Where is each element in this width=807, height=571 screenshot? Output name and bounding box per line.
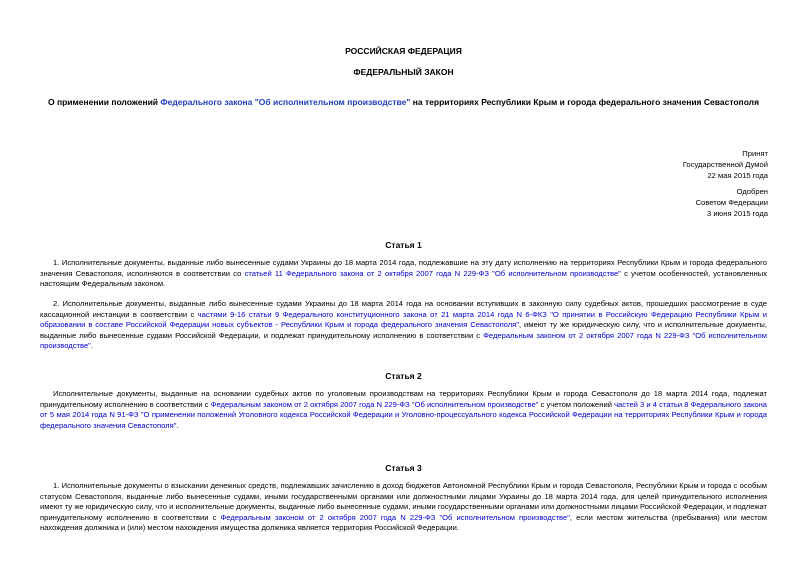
article-3-heading: Статья 3 <box>385 463 422 473</box>
title-prefix: О применении положений <box>47 97 161 107</box>
article-1-heading: Статья 1 <box>385 240 422 250</box>
adopted-date: 22 мая 2015 года <box>707 171 768 180</box>
paragraph-text: . <box>90 341 93 351</box>
paragraph-text: . <box>176 420 179 430</box>
law-reference-link[interactable]: частей 3 и 4 статьи 8 Федерального закона от 5 мая 2014 года N 91-ФЗ "О применении положений Уголовного кодекса Российской Федерации и Уголовно-процессуального кодекса Российской Федерации на территориях Республики Крым и города федерального значения Севастополя" <box>40 399 767 430</box>
paragraph-text: Исполнительные документы, выданные на основании судебных актов по уголовным производствам на территориях Республики Крым и города Севастополя до 18 марта 2014 года, подлежат принудительному исполнению в соответствии с <box>40 389 767 409</box>
paragraph-text: с учетом положений <box>538 399 615 409</box>
approved-by: Советом Федерации <box>695 198 768 207</box>
adoption-duma-block <box>683 148 768 181</box>
approved-label: Одобрен <box>736 187 768 196</box>
paragraph-text: 2. Исполнительные документы, выданные либо вынесенные судами Украины до 18 марта 2014 года на основании вступивших в законную силу судебных актов, прошедших рассмотрение в суде кассационной инстанции в соответствии с <box>40 299 767 319</box>
paragraph-text: , если местом жительства (пребывания) или местом нахождения должника и (или) местом нахождения имущества должника является территория Российской Федерации. <box>40 512 767 533</box>
law-reference-link[interactable]: частями 9-16 статьи 9 Федерального конституционного закона от 21 марта 2014 года N 6-ФКЗ "О принятии в Российскую Федерацию Республики Крым и образовании в составе Российской Федерации новых субъектов - Республики Крым и города федерального значения Севастополя" <box>40 309 767 330</box>
article-3-paragraph-1 <box>40 481 767 534</box>
law-reference-link[interactable]: статьей 11 Федерального закона от 2 октября 2007 года N 229-ФЗ "Об исполнительном производстве" <box>244 268 621 278</box>
title-law-link[interactable]: Федерального закона "Об исполнительном производстве" <box>160 97 411 107</box>
approved-date: 3 июня 2015 года <box>706 209 768 218</box>
title-suffix: на территориях Республики Крым и города федерального значения Севастополя <box>410 97 760 107</box>
law-reference-link[interactable]: Федеральным законом от 2 октября 2007 года N 229-ФЗ "Об исполнительном производстве" <box>220 512 570 522</box>
adoption-council-block <box>696 186 768 219</box>
law-reference-link[interactable]: Федеральным законом от 2 октября 2007 года N 229-ФЗ "Об исполнительном производстве" <box>210 399 539 409</box>
paragraph-text: с учетом особенностей, установленных настоящим Федеральным законом. <box>40 268 768 289</box>
paragraph-text: , имеют ту же юридическую силу, что и исполнительные документы, выданные либо вынесенные судами Российской Федерации, и подлежат принудительному исполнению в соответствии с <box>40 320 767 340</box>
law-reference-link[interactable]: Федеральным законом от 2 октября 2007 года N 229-ФЗ "Об исполнительном производстве" <box>40 330 767 351</box>
paragraph-text: 1. Исполнительные документы о взыскании денежных средств, подлежавших зачислению в доход бюджетов Автономной Республики Крым и города Севастополя, Республики Крым и города с особым статусом Севастополя, выданные либо вынесенные судами, иными государственными органами или должностными лицами Украины до 18 марта 2014 года, для целей принудительного исполнения имеют ту же юридическую силу, что и исполнительные документы, выданные либо вынесенные судами, иными государственными органами или должностными лицами Российской Федерации, и подлежат принудительному исполнению в соответствии с <box>40 481 767 522</box>
country-header: РОССИЙСКАЯ ФЕДЕРАЦИЯ <box>345 46 462 56</box>
adopted-label: Принят <box>742 149 768 158</box>
article-2-paragraph-1 <box>40 389 767 431</box>
law-type-header: ФЕДЕРАЛЬНЫЙ ЗАКОН <box>353 67 454 77</box>
law-title <box>40 97 767 108</box>
article-1-paragraph-1 <box>40 258 767 290</box>
article-1-paragraph-2 <box>40 299 767 352</box>
article-2-heading: Статья 2 <box>385 371 422 381</box>
adopted-by: Государственной Думой <box>682 160 768 169</box>
paragraph-text: 1. Исполнительные документы, выданные либо вынесенные судами Украины до 18 марта 2014 года, подлежавшие на эту дату исполнению на территориях Республики Крым и города федерального значения Севастополя, исполняются в соответствии со <box>40 258 767 278</box>
